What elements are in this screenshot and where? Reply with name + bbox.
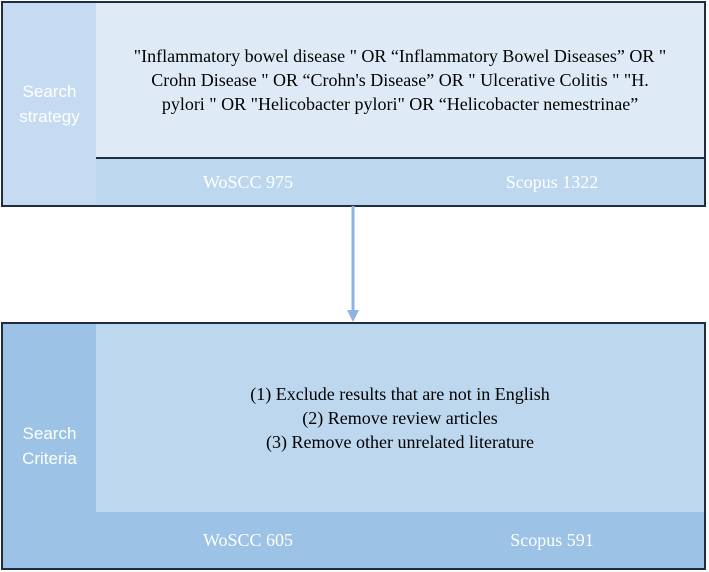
criteria-line: (3) Remove other unrelated literature [266,432,534,452]
search-query-line: Crohn Disease " OR “Crohn's Disease” OR " Ulcerative Colitis " "H. [151,70,649,90]
search-criteria-label [3,324,98,568]
search-strategy-label-line: strategy [19,107,80,126]
search-criteria-label-line: Criteria [22,449,77,468]
criteria-box [96,324,704,514]
search-criteria-label-line: Search [22,424,77,443]
search-strategy-panel [1,1,706,207]
search-strategy-counts [96,159,704,205]
flow-down-arrow-icon [343,206,363,324]
criteria-line: (2) Remove review articles [302,408,498,428]
search-query-box [96,3,704,159]
search-query-line: pylori " OR "Helicobacter pylori" OR “Helicobacter nemestrinae” [161,94,639,114]
wosc-count: WoSCC 605 [202,529,294,550]
wosc-count: WoSCC 975 [202,171,294,192]
search-strategy-label [3,3,98,205]
search-criteria-panel [1,322,706,570]
search-query-line: "Inflammatory bowel disease " OR “Inflammatory Bowel Diseases” OR " [133,46,667,66]
arrow-head [347,310,359,322]
search-strategy-label-line: Search [22,82,77,101]
scopus-count: Scopus 1322 [505,171,599,192]
criteria-line: (1) Exclude results that are not in English [250,384,550,404]
scopus-count: Scopus 591 [510,529,594,550]
search-criteria-counts [96,512,704,568]
